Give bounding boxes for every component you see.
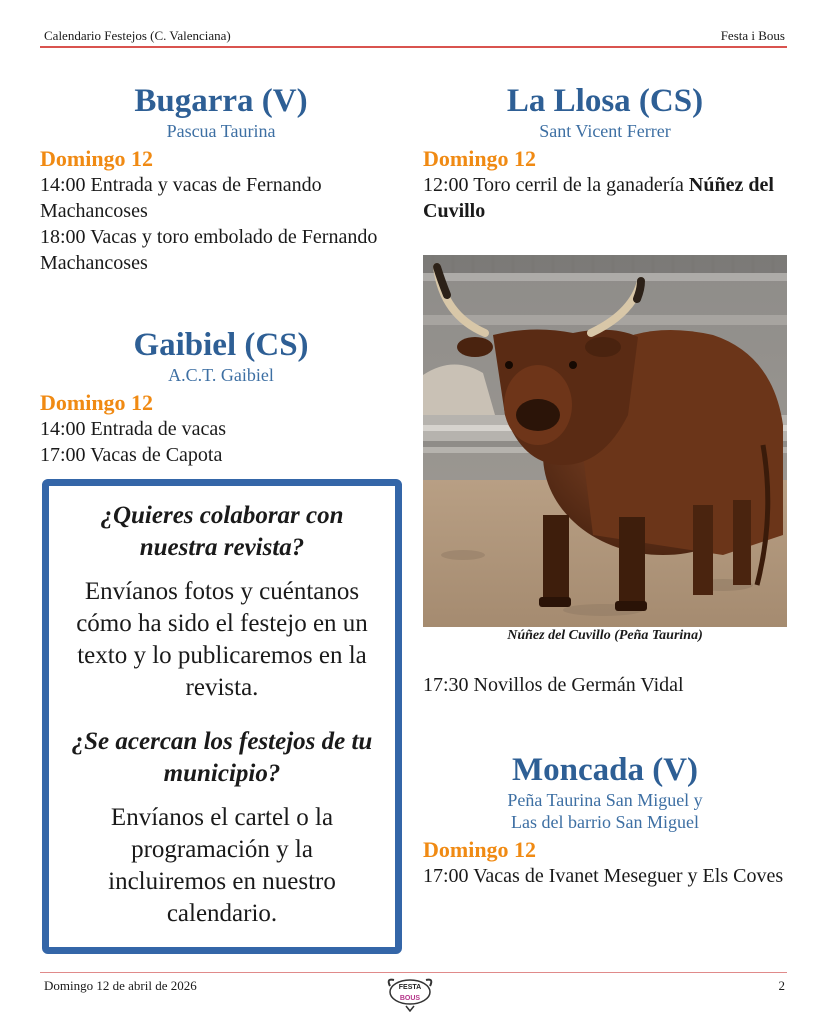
event-item: 18:00 Vacas y toro embolado de Fernando Machancoses: [40, 226, 378, 274]
organizer: Sant Vicent Ferrer: [539, 121, 671, 141]
section-moncada: [423, 751, 787, 889]
organizer: A.C.T. Gaibiel: [168, 365, 274, 385]
section-la-llosa: [423, 82, 787, 224]
page-footer: [44, 978, 785, 1018]
town-title: Moncada (V): [511, 752, 699, 788]
bull-photo: [423, 255, 787, 627]
event-ganaderia: Núñez del Cuvillo: [423, 174, 774, 222]
section-gaibiel: [40, 326, 402, 468]
page-number: 2: [778, 978, 785, 993]
organizer: Las del barrio San Miguel: [511, 812, 699, 832]
collaborate-box: [42, 479, 402, 954]
festa-bous-logo: [384, 976, 436, 1012]
town-title: La Llosa (CS): [506, 83, 704, 119]
header-title: Calendario Festejos (C. Valenciana): [44, 28, 231, 43]
event-item: 14:00 Entrada y vacas de Fernando Machancoses: [40, 174, 322, 222]
header-rule: [40, 46, 787, 48]
section-bugarra: [40, 82, 402, 276]
box-question-2: ¿Se acercan los festejos de tu municipio?: [71, 728, 373, 787]
event-text: 12:00 Toro cerril de la ganadería: [423, 174, 689, 196]
box-text-1: Envíanos fotos y cuéntanos cómo ha sido el festejo en un texto y lo publicaremos en la revista.: [76, 578, 368, 701]
section-la-llosa-evening: [423, 672, 787, 698]
event-item: 17:00 Vacas de Ivanet Meseguer y Els Coves: [423, 865, 784, 887]
footer-rule: [40, 972, 787, 973]
organizer: Pascua Taurina: [166, 121, 276, 141]
event-item: [423, 172, 787, 224]
day-heading: Domingo 12: [40, 390, 154, 415]
box-question-1: ¿Quieres colaborar con nuestra revista?: [100, 502, 344, 561]
footer-date: Domingo 12 de abril de 2026: [44, 978, 197, 993]
town-title: Gaibiel (CS): [133, 327, 309, 363]
event-item: 17:00 Vacas de Capota: [40, 444, 223, 466]
box-text-2: Envíanos el cartel o la programación y la incluiremos en nuestro calendario.: [108, 804, 336, 927]
day-heading: Domingo 12: [423, 146, 537, 171]
event-item: 17:30 Novillos de Germán Vidal: [423, 674, 684, 696]
day-heading: Domingo 12: [40, 146, 154, 171]
header-brand: Festa i Bous: [720, 28, 785, 43]
page-header: [44, 28, 785, 44]
town-title: Bugarra (V): [134, 83, 308, 119]
organizer: Peña Taurina San Miguel y: [507, 790, 703, 810]
bull-illustration: [423, 255, 787, 627]
logo-text-top: FESTA: [398, 984, 422, 991]
day-heading: Domingo 12: [423, 837, 537, 862]
photo-caption: Núñez del Cuvillo (Peña Taurina): [507, 628, 703, 643]
logo-text-bottom: BOUS: [399, 995, 421, 1002]
event-item: 14:00 Entrada de vacas: [40, 418, 227, 440]
